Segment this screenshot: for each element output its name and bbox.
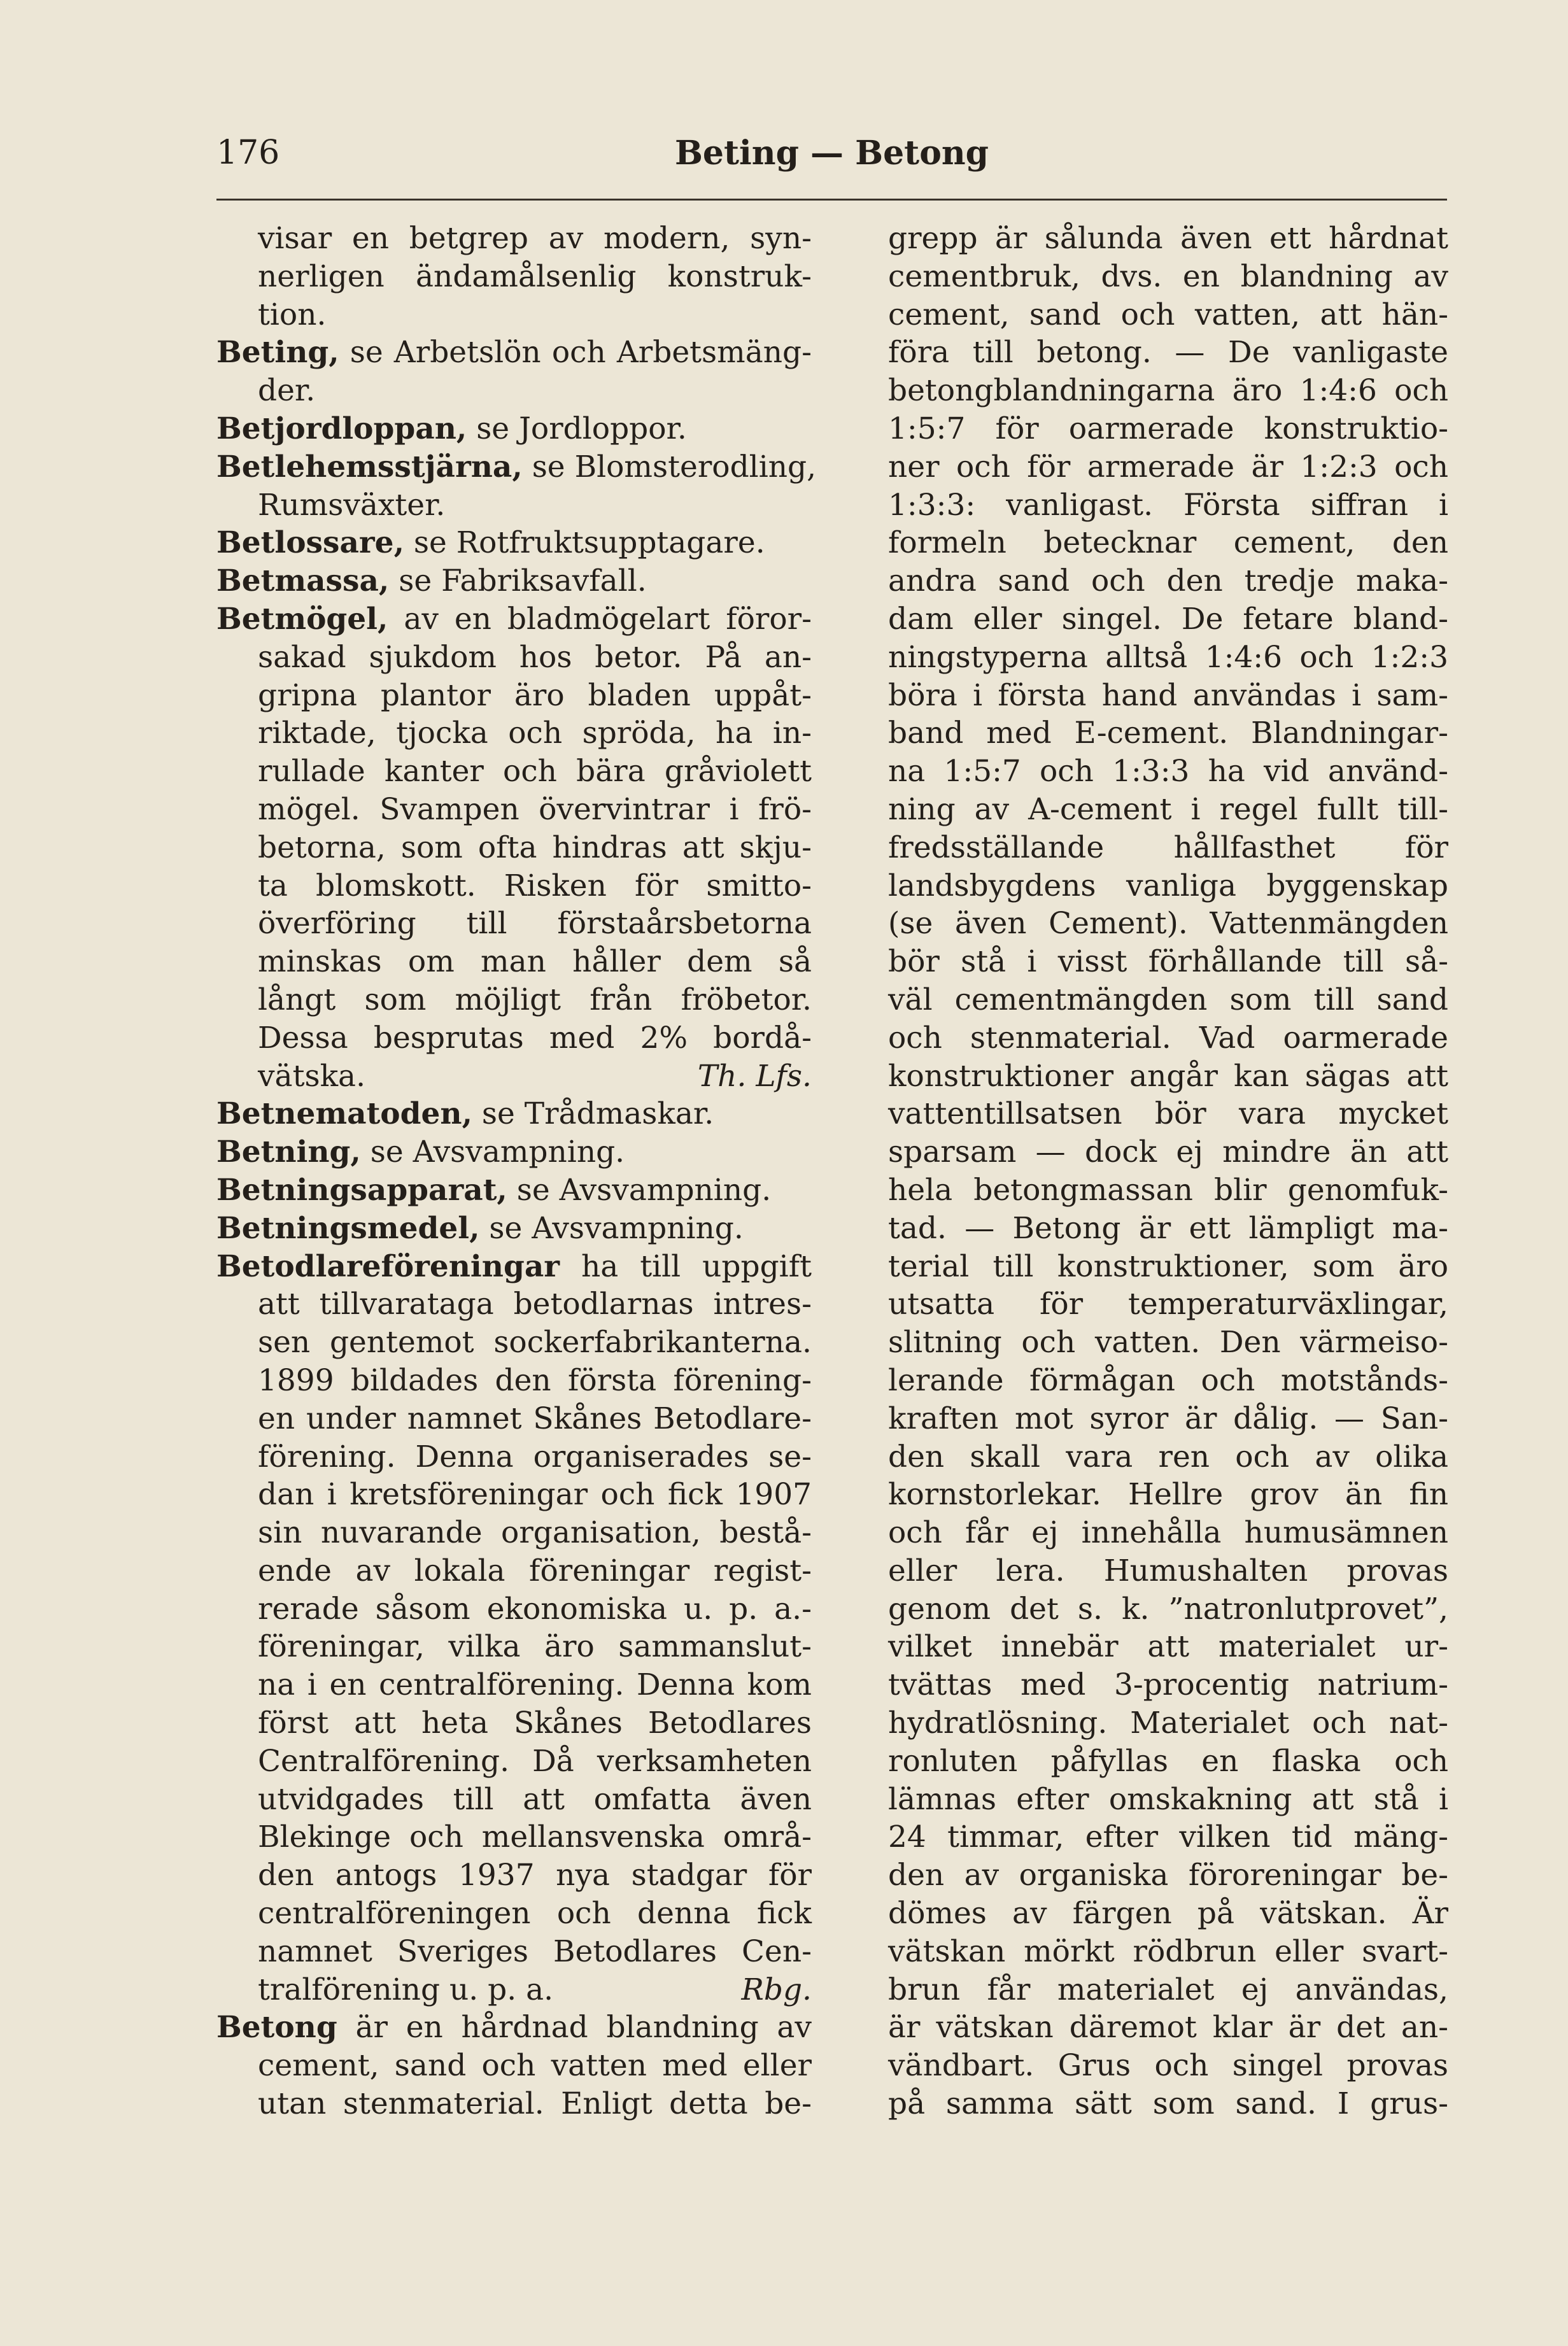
line-text: tralförening u. p. a.	[258, 1972, 554, 2007]
text-line	[216, 1476, 812, 1514]
entry-term: Betningsmedel,	[216, 1210, 480, 1246]
text-line: sparsam — dock ej mindre än att	[888, 1134, 1448, 1170]
text-line	[216, 1400, 812, 1438]
line-text: 1899 bildades den första förening-	[258, 1362, 812, 1398]
entry-term: Betjordloppan,	[216, 411, 467, 446]
line-text: Rumsväxter.	[258, 487, 446, 523]
entry-headword-line	[216, 1133, 812, 1171]
text-line: dömes av färgen på vätskan. Är	[888, 1896, 1448, 1932]
author-signature: Th. Lfs.	[697, 1058, 812, 1094]
line-text: vätska.	[258, 1058, 366, 1094]
text-line: är vätskan däremot klar är det an-	[888, 2010, 1448, 2046]
text-line	[216, 905, 812, 943]
entry-term: Beting,	[216, 335, 339, 371]
text-line	[216, 791, 812, 829]
entry-headword-line	[216, 1248, 812, 1286]
text-line: lämnas efter omskakning att stå i	[888, 1781, 1448, 1817]
line-text: ta blomskott. Risken för smitto-	[258, 868, 812, 903]
entry-headword-line	[216, 600, 812, 639]
text-line: na 1:5:7 och 1:3:3 ha vid använd-	[888, 754, 1448, 789]
line-text: utan stenmaterial. Enligt detta be-	[258, 2086, 812, 2122]
line-text: riktade, tjocka och spröda, ha in-	[258, 716, 812, 751]
text-line	[216, 1818, 812, 1856]
entry-term: Betmögel,	[216, 601, 388, 637]
text-line	[216, 1019, 812, 1057]
text-line	[216, 1324, 812, 1362]
line-text: rullade kanter och bära gråviolett	[258, 754, 812, 789]
line-text: en under namnet Skånes Betodlare-	[258, 1401, 812, 1436]
entry-term: Betnematoden,	[216, 1096, 472, 1132]
text-line	[216, 1362, 812, 1400]
text-line	[216, 1781, 812, 1819]
text-line	[216, 372, 812, 410]
line-text: ende av lokala föreningar regist-	[258, 1553, 812, 1588]
text-line	[216, 1438, 812, 1476]
text-line	[216, 1057, 812, 1096]
text-line: lerande förmågan och motstånds-	[888, 1362, 1448, 1398]
text-line: 1:5:7 för oarmerade konstruktio-	[888, 411, 1448, 446]
text-line	[216, 753, 812, 791]
line-text: sin nuvarande organisation, bestå-	[258, 1515, 812, 1551]
entry-headword-line	[216, 1210, 812, 1248]
entry-term: Betlehemsstjärna,	[216, 449, 523, 484]
text-line	[216, 1971, 812, 2009]
line-text: centralföreningen och denna fick	[258, 1896, 812, 1932]
line-text: gripna plantor äro bladen uppåt-	[258, 677, 812, 713]
text-line: brun får materialet ej användas,	[888, 1972, 1448, 2007]
text-line: vattentillsatsen bör vara mycket	[888, 1096, 1448, 1132]
text-line	[216, 943, 812, 981]
page-header	[216, 134, 1447, 185]
text-line: betongblandningarna äro 1:4:6 och	[888, 373, 1448, 409]
text-line: tad. — Betong är ett lämpligt ma-	[888, 1210, 1448, 1246]
text-line	[216, 2085, 812, 2123]
text-line: kraften mot syror är dålig. — San-	[888, 1401, 1448, 1436]
line-text: se Jordloppor.	[467, 411, 687, 446]
text-line	[216, 1742, 812, 1781]
text-line	[216, 296, 812, 334]
text-line	[216, 639, 812, 677]
line-text: minskas om man håller dem så	[258, 944, 812, 980]
text-line: 1:3:3: vanligast. Första siffran i	[888, 487, 1448, 523]
line-text: sen gentemot sockerfabrikanterna.	[258, 1325, 812, 1360]
text-line	[216, 258, 812, 296]
text-line: ning av A-cement i regel fullt till-	[888, 791, 1448, 827]
line-text: föreningar, vilka äro sammanslut-	[258, 1629, 812, 1665]
line-text: se Avsvampning.	[360, 1134, 625, 1170]
line-text: se Arbetslön och Arbetsmäng-	[339, 335, 812, 371]
text-line	[216, 1933, 812, 1971]
text-line: kornstorlekar. Hellre grov än fin	[888, 1477, 1448, 1513]
line-text: förening. Denna organiserades se-	[258, 1439, 812, 1474]
line-text: av en bladmögelart föror-	[388, 601, 812, 637]
text-line	[216, 2047, 812, 2085]
line-text: se Avsvampning.	[479, 1210, 744, 1246]
text-line: vilket innebär att materialet ur-	[888, 1629, 1448, 1665]
text-line	[216, 1666, 812, 1704]
text-line: vätskan mörkt rödbrun eller svart-	[888, 1933, 1448, 1969]
text-line: vändbart. Grus och singel provas	[888, 2048, 1448, 2084]
line-text: se Trådmaskar.	[472, 1096, 714, 1132]
entry-headword-line	[216, 524, 812, 562]
text-line: cement, sand och vatten, att hän-	[888, 297, 1448, 332]
text-line: cementbruk, dvs. en blandning av	[888, 258, 1448, 294]
line-text: först att heta Skånes Betodlares	[258, 1706, 812, 1741]
text-line	[216, 981, 812, 1019]
line-text: namnet Sveriges Betodlares Cen-	[258, 1933, 812, 1969]
entry-headword-line	[216, 2009, 812, 2047]
text-line	[216, 867, 812, 905]
text-line: böra i första hand användas i sam-	[888, 677, 1448, 713]
header-rule	[216, 199, 1447, 201]
text-line: på samma sätt som sand. I grus-	[888, 2086, 1448, 2122]
line-text: utvidgades till att omfatta även	[258, 1781, 812, 1817]
line-text: Centralförening. Då verksamheten	[258, 1743, 812, 1779]
text-line	[216, 1590, 812, 1629]
text-line: ner och för armerade är 1:2:3 och	[888, 449, 1448, 484]
text-line	[216, 1704, 812, 1742]
entry-headword-line	[216, 1171, 812, 1210]
entry-term: Betlossare,	[216, 525, 404, 561]
entry-term: Betong	[216, 2010, 337, 2046]
text-line: (se även Cement). Vattenmängden	[888, 906, 1448, 942]
line-text: Dessa besprutas med 2% bordå-	[258, 1020, 812, 1056]
line-text: ha till uppgift	[560, 1248, 812, 1284]
line-text: långt som möjligt från fröbetor.	[258, 982, 812, 1017]
entry-headword-line	[216, 410, 812, 448]
line-text: betorna, som ofta hindras att skju-	[258, 830, 812, 865]
line-text: rerade såsom ekonomiska u. p. a.-	[258, 1591, 812, 1627]
running-head: Beting — Betong	[674, 134, 989, 173]
text-line: hela betongmassan blir genomfuk-	[888, 1172, 1448, 1208]
line-text: sakad sjukdom hos betor. På an-	[258, 639, 812, 675]
text-line: eller lera. Humushalten provas	[888, 1553, 1448, 1588]
line-text: mögel. Svampen övervintrar i frö-	[258, 791, 812, 827]
entry-headword-line	[216, 562, 812, 600]
line-text: der.	[258, 373, 316, 409]
text-line: band med E-cement. Blandningar-	[888, 716, 1448, 751]
text-line	[216, 1628, 812, 1666]
line-text: Blekinge och mellansvenska områ-	[258, 1820, 812, 1855]
line-text: överföring till förstaårsbetorna	[258, 906, 812, 942]
text-line: tvättas med 3-procentig natrium-	[888, 1667, 1448, 1703]
entry-term: Betmassa,	[216, 563, 390, 599]
text-line	[216, 220, 812, 258]
text-line: väl cementmängden som till sand	[888, 982, 1448, 1017]
text-line: utsatta för temperaturväxlingar,	[888, 1287, 1448, 1322]
text-line: landsbygdens vanliga byggenskap	[888, 868, 1448, 903]
text-line: konstruktioner angår kan sägas att	[888, 1058, 1448, 1094]
text-line: andra sand och den tredje maka-	[888, 563, 1448, 599]
text-line: den av organiska föroreningar be-	[888, 1858, 1448, 1893]
text-line: grepp är sålunda även ett hårdnat	[888, 221, 1448, 256]
entry-term: Betning,	[216, 1134, 361, 1170]
text-line	[216, 1285, 812, 1324]
text-line: ronluten påfyllas en flaska och	[888, 1743, 1448, 1779]
page-number: 176	[216, 134, 280, 172]
author-signature: Rbg.	[741, 1972, 812, 2007]
text-line: dam eller singel. De fetare bland-	[888, 601, 1448, 637]
entry-term: Betodlareföreningar	[216, 1248, 560, 1284]
text-line	[216, 1514, 812, 1552]
text-line: terial till konstruktioner, som äro	[888, 1248, 1448, 1284]
text-line: genom det s. k. ”natronlutprovet”,	[888, 1591, 1448, 1627]
line-text: se Rotfruktsupptagare.	[404, 525, 765, 561]
text-line: slitning och vatten. Den värmeiso-	[888, 1325, 1448, 1360]
text-line: den skall vara ren och av olika	[888, 1439, 1448, 1474]
entry-term: Betningsapparat,	[216, 1172, 507, 1208]
right-column	[888, 220, 1448, 2123]
text-line: fredsställande hållfasthet för	[888, 830, 1448, 865]
line-text: cement, sand och vatten med eller	[258, 2048, 812, 2084]
line-text: tion.	[258, 297, 327, 332]
text-line	[216, 1552, 812, 1590]
line-text: att tillvaratagа betodlarnas intres-	[258, 1287, 812, 1322]
text-line	[216, 486, 812, 525]
text-line: ningstyperna alltså 1:4:6 och 1:2:3	[888, 639, 1448, 675]
text-line: och får ej innehålla humusämnen	[888, 1515, 1448, 1551]
text-line	[216, 714, 812, 753]
line-text: se Fabriksavfall.	[389, 563, 647, 599]
text-line: föra till betong. — De vanligaste	[888, 335, 1448, 371]
entry-headword-line	[216, 1095, 812, 1133]
line-text: är en hårdnad blandning av	[337, 2010, 812, 2046]
text-line: och stenmaterial. Vad oarmerade	[888, 1020, 1448, 1056]
line-text: nerligen ändamålsenlig konstruk-	[258, 258, 812, 294]
line-text: den antogs 1937 nya stadgar för	[258, 1858, 812, 1893]
text-line: hydratlösning. Materialet och nat-	[888, 1706, 1448, 1741]
entry-headword-line	[216, 448, 817, 486]
text-line	[216, 829, 812, 867]
text-line	[216, 1856, 812, 1895]
entry-headword-line	[216, 334, 812, 372]
line-text: se Avsvampning.	[507, 1172, 772, 1208]
text-line: 24 timmar, efter vilken tid mäng-	[888, 1820, 1448, 1855]
line-text: se Blomsterodling,	[522, 449, 817, 484]
line-text: dan i kretsföreningar och fick 1907	[258, 1477, 812, 1513]
left-column	[216, 220, 817, 2123]
text-line: formeln betecknar cement, den	[888, 525, 1448, 561]
text-line	[216, 677, 812, 715]
line-text: na i en centralförening. Denna kom	[258, 1667, 812, 1703]
text-line: bör stå i visst förhållande till så-	[888, 944, 1448, 980]
text-line	[216, 1895, 812, 1933]
line-text: visar en betgrep av modern, syn-	[258, 221, 812, 256]
